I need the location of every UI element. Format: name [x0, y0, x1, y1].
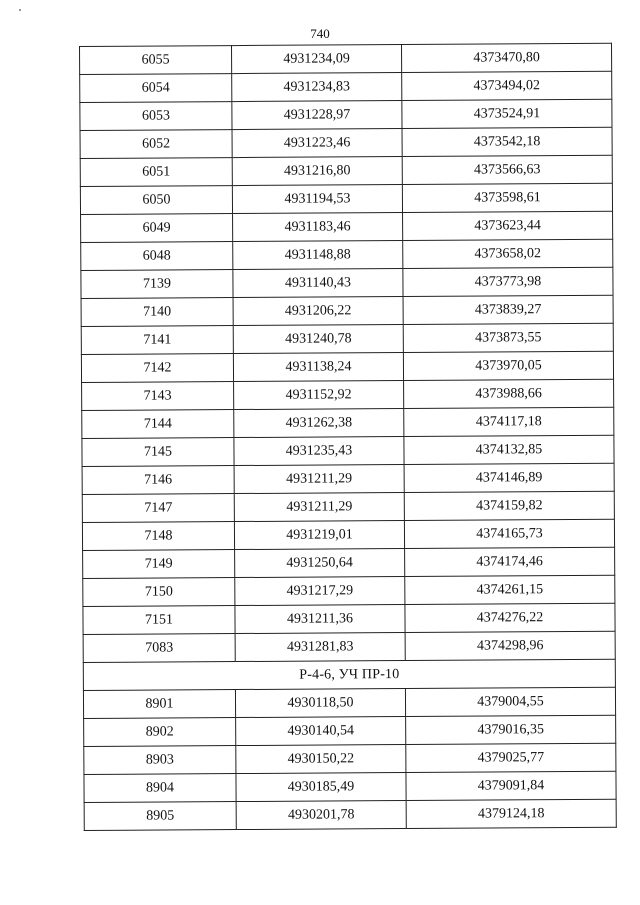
point-number-cell: 6052	[80, 130, 232, 159]
y-coordinate-cell: 4373470,80	[401, 43, 611, 72]
y-coordinate-cell: 4373494,02	[402, 71, 612, 100]
x-coordinate-cell: 4931235,43	[234, 437, 404, 466]
point-number-cell: 6053	[80, 102, 232, 131]
table-row	[84, 771, 616, 802]
section-title: Р-4-6, УЧ ПР-10	[83, 659, 615, 690]
point-number-cell: 8904	[84, 774, 236, 803]
y-coordinate-cell: 4379091,84	[406, 771, 616, 800]
x-coordinate-cell: 4931219,01	[234, 521, 404, 550]
table-row	[82, 463, 614, 494]
coordinates-table-body	[80, 43, 617, 830]
x-coordinate-cell: 4931152,92	[234, 381, 404, 410]
point-number-cell: 6050	[80, 186, 232, 215]
x-coordinate-cell: 4930201,78	[236, 801, 406, 830]
x-coordinate-cell: 4931206,22	[233, 297, 403, 326]
x-coordinate-cell: 4930185,49	[236, 773, 406, 802]
y-coordinate-cell: 4373623,44	[403, 211, 613, 240]
y-coordinate-cell: 4379016,35	[406, 715, 616, 744]
point-number-cell: 7142	[81, 354, 233, 383]
x-coordinate-cell: 4931228,97	[232, 101, 402, 130]
table-row	[80, 183, 612, 214]
x-coordinate-cell: 4931138,24	[233, 353, 403, 382]
y-coordinate-cell: 4379025,77	[406, 743, 616, 772]
point-number-cell: 8902	[84, 718, 236, 747]
point-number-cell: 7148	[82, 522, 234, 551]
x-coordinate-cell: 4931183,46	[233, 213, 403, 242]
table-row	[80, 71, 612, 102]
table-row	[81, 211, 613, 242]
y-coordinate-cell: 4373988,66	[404, 379, 614, 408]
x-coordinate-cell: 4931234,83	[232, 73, 402, 102]
x-coordinate-cell: 4931194,53	[232, 185, 402, 214]
point-number-cell: 7140	[81, 298, 233, 327]
point-number-cell: 8903	[84, 746, 236, 775]
table-row	[81, 323, 613, 354]
y-coordinate-cell: 4373773,98	[403, 267, 613, 296]
table-row	[80, 43, 612, 74]
y-coordinate-cell: 4373598,61	[402, 183, 612, 212]
table-row	[80, 127, 612, 158]
x-coordinate-cell: 4931262,38	[234, 409, 404, 438]
x-coordinate-cell: 4931281,83	[235, 633, 405, 662]
table-row	[82, 435, 614, 466]
y-coordinate-cell: 4373542,18	[402, 127, 612, 156]
point-number-cell: 6054	[80, 74, 232, 103]
y-coordinate-cell: 4373839,27	[403, 295, 613, 324]
table-row	[83, 547, 615, 578]
point-number-cell: 7141	[81, 326, 233, 355]
point-number-cell: 7145	[82, 438, 234, 467]
point-number-cell: 7151	[83, 606, 235, 635]
x-coordinate-cell: 4931217,29	[235, 577, 405, 606]
table-row	[84, 743, 616, 774]
table-row	[81, 295, 613, 326]
y-coordinate-cell: 4374146,89	[404, 463, 614, 492]
x-coordinate-cell: 4931140,43	[233, 269, 403, 298]
y-coordinate-cell: 4374132,85	[404, 435, 614, 464]
x-coordinate-cell: 4931211,29	[234, 493, 404, 522]
table-row	[84, 799, 616, 830]
point-number-cell: 7146	[82, 466, 234, 495]
x-coordinate-cell: 4930140,54	[236, 717, 406, 746]
x-coordinate-cell: 4930118,50	[235, 689, 405, 718]
table-row	[81, 351, 613, 382]
x-coordinate-cell: 4931216,80	[232, 157, 402, 186]
y-coordinate-cell: 4374276,22	[405, 603, 615, 632]
point-number-cell: 6049	[81, 214, 233, 243]
point-number-cell: 7083	[83, 634, 235, 663]
table-row	[83, 631, 615, 662]
table-row	[80, 99, 612, 130]
x-coordinate-cell: 4931234,09	[232, 45, 402, 74]
scan-speck	[19, 9, 21, 11]
y-coordinate-cell: 4373524,91	[402, 99, 612, 128]
point-number-cell: 7144	[82, 410, 234, 439]
table-row	[80, 155, 612, 186]
x-coordinate-cell: 4930150,22	[236, 745, 406, 774]
table-row	[81, 239, 613, 270]
table-row	[81, 267, 613, 298]
coordinates-table	[79, 43, 617, 831]
table-row	[82, 519, 614, 550]
point-number-cell: 7143	[82, 382, 234, 411]
y-coordinate-cell: 4379124,18	[406, 799, 616, 828]
x-coordinate-cell: 4931211,29	[234, 465, 404, 494]
y-coordinate-cell: 4373566,63	[402, 155, 612, 184]
y-coordinate-cell: 4374261,15	[405, 575, 615, 604]
point-number-cell: 7149	[83, 550, 235, 579]
table-row	[82, 407, 614, 438]
table-row	[84, 715, 616, 746]
point-number-cell: 8905	[84, 802, 236, 831]
table-row	[83, 575, 615, 606]
point-number-cell: 7147	[82, 494, 234, 523]
y-coordinate-cell: 4379004,55	[405, 687, 615, 716]
x-coordinate-cell: 4931211,36	[235, 605, 405, 634]
point-number-cell: 7150	[83, 578, 235, 607]
y-coordinate-cell: 4373970,05	[403, 351, 613, 380]
table-row	[83, 603, 615, 634]
x-coordinate-cell: 4931240,78	[233, 325, 403, 354]
x-coordinate-cell: 4931223,46	[232, 129, 402, 158]
x-coordinate-cell: 4931250,64	[235, 549, 405, 578]
y-coordinate-cell: 4374165,73	[404, 519, 614, 548]
x-coordinate-cell: 4931148,88	[233, 241, 403, 270]
y-coordinate-cell: 4373658,02	[403, 239, 613, 268]
y-coordinate-cell: 4374298,96	[405, 631, 615, 660]
point-number-cell: 6051	[80, 158, 232, 187]
point-number-cell: 7139	[81, 270, 233, 299]
y-coordinate-cell: 4374174,46	[405, 547, 615, 576]
point-number-cell: 6048	[81, 242, 233, 271]
y-coordinate-cell: 4374117,18	[404, 407, 614, 436]
table-row	[82, 491, 614, 522]
table-row	[82, 379, 614, 410]
point-number-cell: 6055	[80, 46, 232, 75]
point-number-cell: 8901	[83, 690, 235, 719]
y-coordinate-cell: 4373873,55	[403, 323, 613, 352]
section-row	[83, 659, 615, 690]
y-coordinate-cell: 4374159,82	[404, 491, 614, 520]
page-number: 740	[310, 26, 330, 41]
table-row	[83, 687, 615, 718]
